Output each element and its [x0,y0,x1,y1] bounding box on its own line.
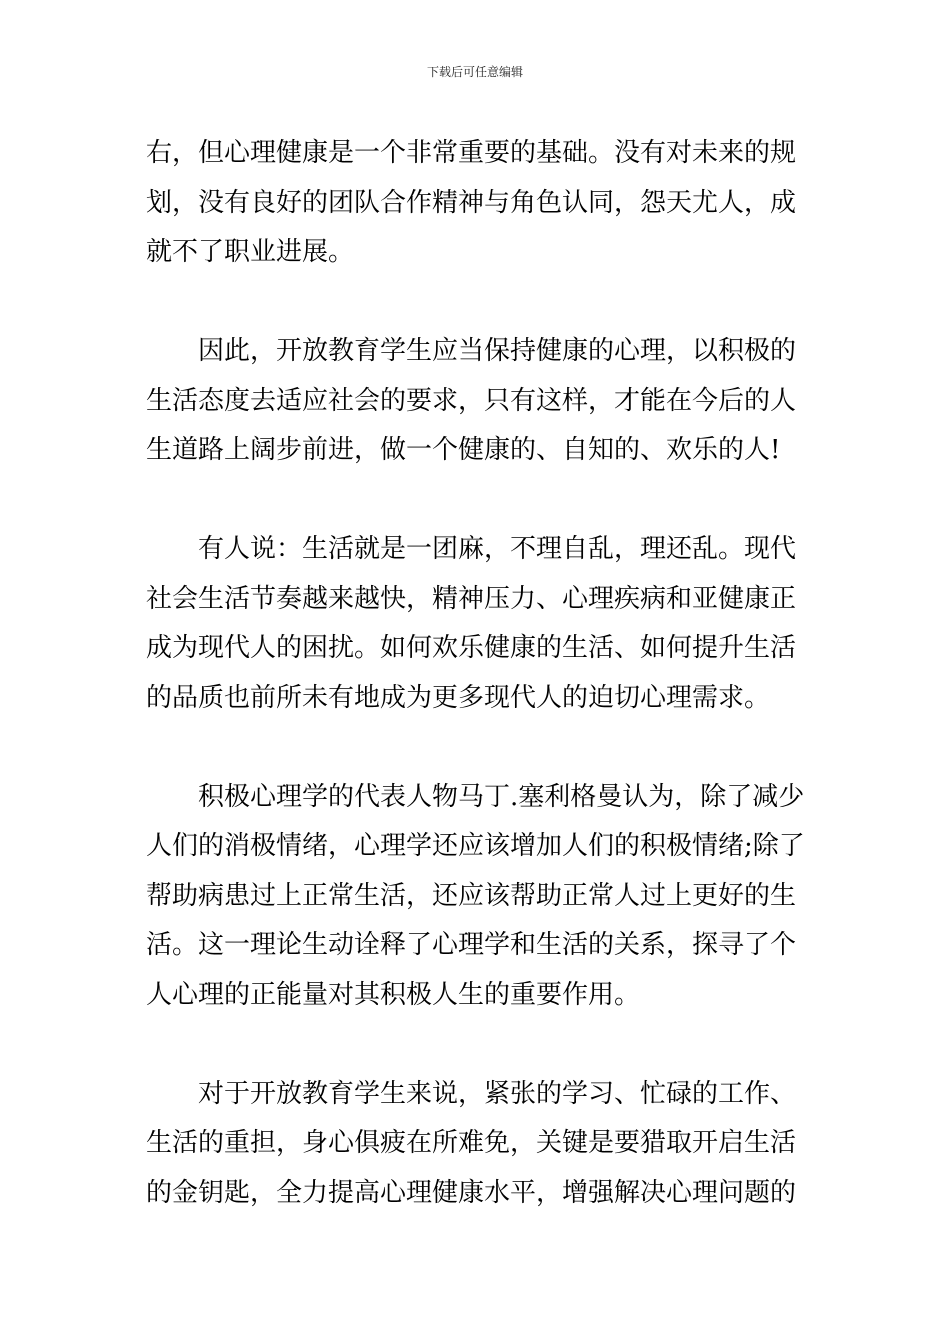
paragraph-gap [146,1020,807,1070]
paragraph-line: 成为现代人的困扰。如何欢乐健康的生活、如何提升生活 [146,633,797,663]
paragraph-4 [146,773,807,1021]
paragraph-3 [146,525,807,723]
paragraph-line: 划，没有良好的团队合作精神与角色认同，怨天尤人，成 [146,187,797,218]
paragraph-1 [146,129,807,278]
paragraph-line: 有人说：生活就是一团麻，不理自乱，理还乱。现代 [198,534,797,564]
paragraph-line: 的金钥匙，全力提高心理健康水平，增强解决心理问题的 [146,1177,797,1208]
paragraph-2 [146,327,807,476]
paragraph-line: 的品质也前所未有地成为更多现代人的迫切心理需求。 [146,682,771,713]
paragraph-line: 人们的消极情绪，心理学还应该增加人们的积极情绪;除了 [146,831,805,861]
paragraph-line: 社会生活节奏越来越快，精神压力、心理疾病和亚健康正 [146,583,797,614]
paragraph-line: 对于开放教育学生来说，紧张的学习、忙碌的工作、 [198,1078,797,1109]
paragraph-line: 人心理的正能量对其积极人生的重要作用。 [146,979,641,1010]
page-header-note: 下载后可任意编辑 [426,65,523,79]
document-body [146,129,807,1218]
paragraph-line: 活。这一理论生动诠释了心理学和生活的关系，探寻了个 [146,930,797,960]
paragraph-line: 就不了职业进展。 [146,237,355,267]
paragraph-line: 帮助病患过上正常生活，还应该帮助正常人过上更好的生 [146,880,797,911]
paragraph-5 [146,1070,807,1219]
paragraph-line: 生活的重担，身心俱疲在所难免，关键是要猎取开启生活 [146,1128,797,1158]
paragraph-line: 右，但心理健康是一个非常重要的基础。没有对未来的规 [146,138,797,168]
paragraph-gap [146,723,807,773]
paragraph-line: 生道路上阔步前进，做一个健康的、自知的、欢乐的人! [146,435,781,465]
paragraph-line: 因此，开放教育学生应当保持健康的心理，以积极的 [198,336,797,366]
paragraph-gap [146,278,807,328]
paragraph-line: 积极心理学的代表人物马丁.塞利格曼认为，除了减少 [198,781,805,812]
paragraph-line: 生活态度去适应社会的要求，只有这样，才能在今后的人 [146,385,797,416]
paragraph-gap [146,476,807,526]
